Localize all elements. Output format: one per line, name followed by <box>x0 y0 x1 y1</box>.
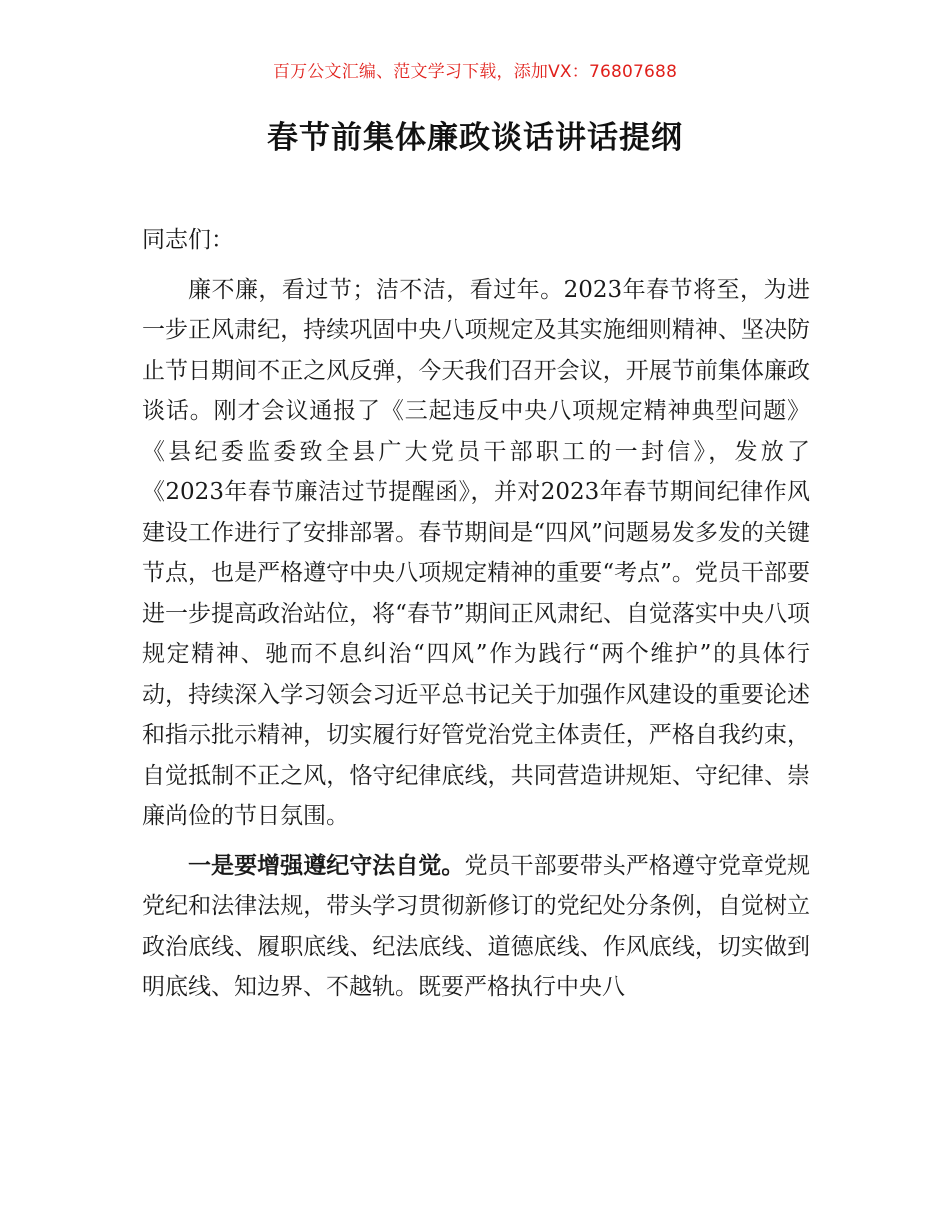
paragraph-text: 党员干部要带头严格遵守党章党规党纪和法律法规，带头学习贯彻新修订的党纪处分条例，自觉树立政治底线、履职底线、纪法底线、道德底线、作风底线，切实做到明底线、知边界、不越轨。既要严格执行中央八 <box>142 852 811 1000</box>
paragraph-text: 廉不廉，看过节；洁不洁，看过年。2023年春节将至，为进一步正风肃纪，持续巩固中央八项规定及其实施细则精神、坚决防止节日期间不正之风反弹，今天我们召开会议，开展节前集体廉政谈话。刚才会议通报了《三起违反中央八项规定精神典型问题》《县纪委监委致全县广大党员干部职工的一封信》，发放了《2023年春节廉洁过节提醒函》，并对2023年春节期间纪律作风建设工作进行了安排部署。春节期间是“四风”问题易发多发的关键节点，也是严格遵守中央八项规定精神的重要“考点”。党员干部要进一步提高政治站位，将“春节”期间正风肃纪、自觉落实中央八项规定精神、驰而不息纠治“四风”作为践行“两个维护”的具体行动，持续深入学习领会习近平总书记关于加强作风建设的重要论述和指示批示精神，切实履行好管党治党主体责任，严格自我约束，自觉抵制不正之风，恪守纪律底线，共同营造讲规矩、守纪律、崇廉尚俭的节日氛围。 <box>142 276 810 829</box>
paragraph-point-one <box>142 846 810 1008</box>
salutation: 同志们： <box>142 227 234 253</box>
document-body <box>142 220 810 1008</box>
paragraph-lead: 一是要增强遵纪守法自觉。 <box>188 851 465 879</box>
document-title: 春节前集体廉政谈话讲话提纲 <box>267 120 683 156</box>
paragraph-intro <box>142 270 810 837</box>
header-watermark-note: 百万公文汇编、范文学习下载，添加VX：76807688 <box>272 62 678 82</box>
